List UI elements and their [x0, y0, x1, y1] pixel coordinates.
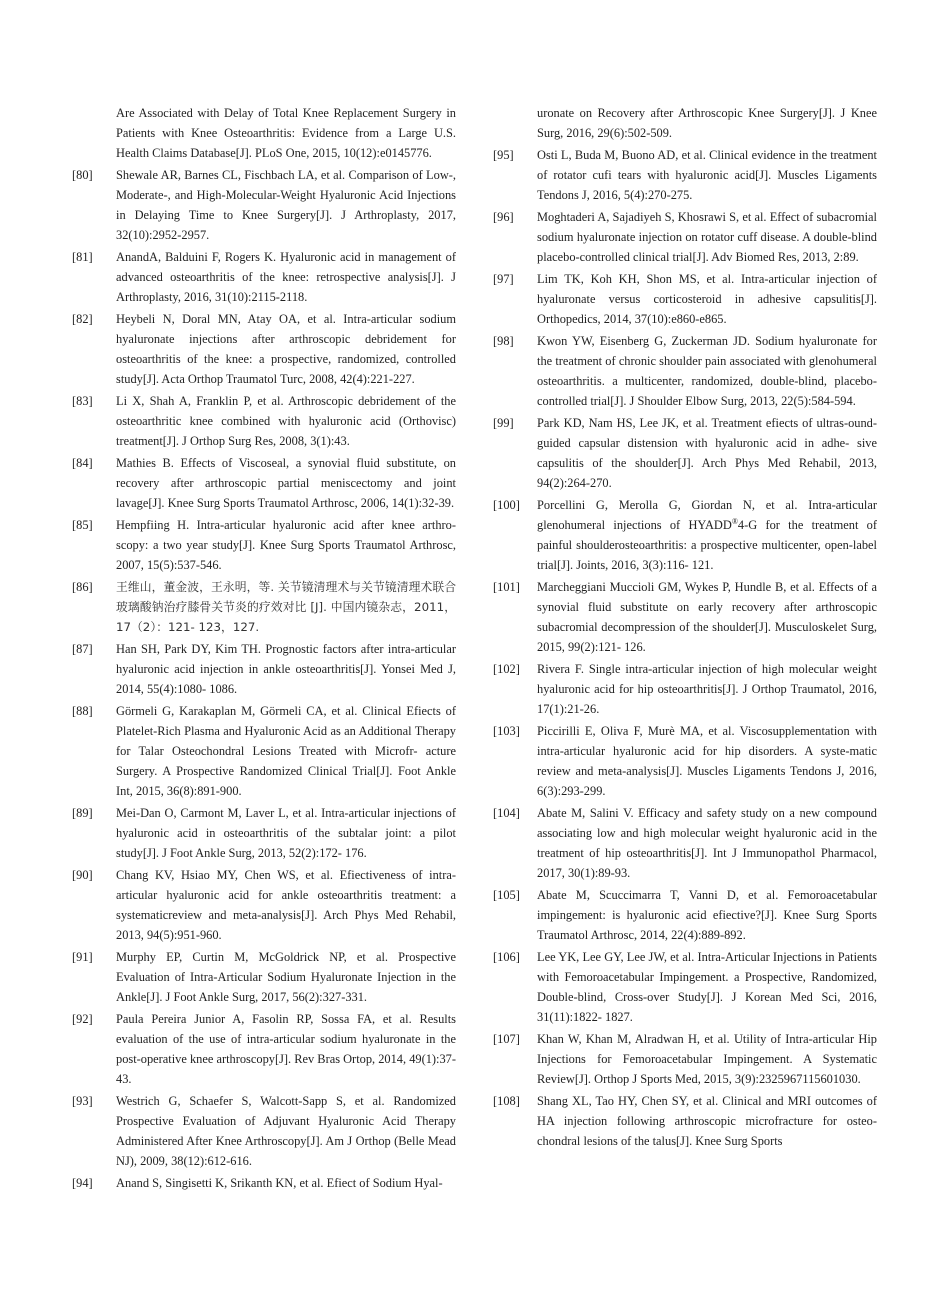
reference-number: [90] — [72, 868, 93, 882]
reference-item — [72, 1173, 456, 1193]
reference-item — [493, 495, 877, 575]
reference-item — [72, 391, 456, 451]
reference-number: [81] — [72, 250, 93, 264]
reference-text: Kwon YW, Eisenberg G, Zuckerman JD. Sodium hyaluronate for the treatment of chronic shoulder pain associated with glenohumeral osteoarthritis. a multicenter, randomized, double-blind, placebo-controlled trial[J]. J Shoulder Elbow Surg, 2013, 22(5):584-594. — [537, 334, 877, 408]
reference-number: [94] — [72, 1176, 93, 1190]
reference-text: Hempfiing H. Intra-articular hyaluronic acid after knee arthro-scopy: a two year study[J]. Knee Surg Sports Traumatol Arthrosc, 2007, 15(5):537-546. — [116, 518, 456, 572]
reference-text: Mei-Dan O, Carmont M, Laver L, et al. Intra-articular injections of hyaluronic acid in osteoarthritis of the subtalar joint: a pilot study[J]. J Foot Ankle Surg, 2013, 52(2):172- 176. — [116, 806, 456, 860]
reference-number: [100] — [493, 498, 520, 512]
reference-text: Shang XL, Tao HY, Chen SY, et al. Clinical and MRI outcomes of HA injection following arthroscopic microfracture for osteo- chondral lesions of the talus[J]. Knee Surg Sports — [537, 1094, 877, 1148]
reference-continuation: uronate on Recovery after Arthroscopic Knee Surgery[J]. J Knee Surg, 2016, 29(6):502-509. — [537, 106, 877, 140]
reference-text: Chang KV, Hsiao MY, Chen WS, et al. Efiectiveness of intra- articular hyaluronic acid for ankle osteoarthritis treatment: a systematicreview and meta-analysis[J]. Arch Phys Med Rehabil, 2013, 94(5):951-960. — [116, 868, 456, 942]
reference-item — [72, 865, 456, 945]
left-column — [72, 103, 456, 1195]
reference-text: Marcheggiani Muccioli GM, Wykes P, Hundle B, et al. Effects of a synovial fluid substitute on early recovery after arthroscopic subacromial decompression of the shoulder[J]. Musculoskelet Surg, 2015, 99(2):121- 126. — [537, 580, 877, 654]
reference-text: Lee YK, Lee GY, Lee JW, et al. Intra-Articular Injections in Patients with Femoroacetabular Impingement. a Prospective, Randomized, Double-blind, Cross-over Study[J]. J Korean Med Sci, 2016, 31(11):1822- 1827. — [537, 950, 877, 1024]
registered-mark: ® — [731, 516, 738, 526]
reference-number: [106] — [493, 950, 520, 964]
reference-number: [103] — [493, 724, 520, 738]
reference-text: Abate M, Scuccimarra T, Vanni D, et al. Femoroacetabular impingement: is hyaluronic acid efiective?[J]. Knee Surg Sports Traumatol Arthrosc, 2014, 22(4):889-892. — [537, 888, 877, 942]
reference-number: [87] — [72, 642, 93, 656]
reference-number: [104] — [493, 806, 520, 820]
reference-number: [89] — [72, 806, 93, 820]
reference-text: Shewale AR, Barnes CL, Fischbach LA, et al. Comparison of Low-, Moderate-, and High-Molecular-Weight Hyaluronic Acid Injections in Delaying Time to Knee Surgery[J]. J Arthroplasty, 2017, 32(10):2952-2957. — [116, 168, 456, 242]
reference-text-part: 4-G for the treatment of painful shoulderosteoarthritis: a prospective multicenter, open-label trial[J]. Joints, 2016, 3(3):116- 121. — [537, 518, 877, 572]
reference-continuation: Are Associated with Delay of Total Knee Replacement Surgery in Patients with Knee Osteoarthritis: Evidence from a Large U.S. Health Claims Database[J]. PLoS One, 2015, 10(12):e0145776. — [116, 106, 456, 160]
reference-item — [493, 803, 877, 883]
reference-item — [72, 701, 456, 801]
reference-item — [72, 309, 456, 389]
reference-item — [493, 1091, 877, 1151]
reference-item — [493, 1029, 877, 1089]
reference-text: Westrich G, Schaefer S, Walcott-Sapp S, et al. Randomized Prospective Evaluation of Adjuvant Hyaluronic Acid Therapy Administered After Knee Arthroscopy[J]. Am J Orthop (Belle Mead NJ), 2009, 38(12):612-616. — [116, 1094, 456, 1168]
reference-text: Piccirilli E, Oliva F, Murè MA, et al. Viscosupplementation with intra-articular hyaluronic acid for hip disorders. A syste-matic review and meta-analysis[J]. Muscles Ligaments Tendons J, 2016, 6(3):293-299. — [537, 724, 877, 798]
reference-number: [96] — [493, 210, 514, 224]
reference-number: [85] — [72, 518, 93, 532]
reference-number: [97] — [493, 272, 514, 286]
reference-number: [101] — [493, 580, 520, 594]
reference-number: [91] — [72, 950, 93, 964]
reference-number: [99] — [493, 416, 514, 430]
right-column — [493, 103, 877, 1217]
reference-item — [72, 453, 456, 513]
reference-text: Osti L, Buda M, Buono AD, et al. Clinical evidence in the treatment of rotator cufi tears with hyaluronic acid[J]. Muscles Ligaments Tendons J, 2016, 5(4):270-275. — [537, 148, 877, 202]
reference-item — [72, 515, 456, 575]
reference-number: [84] — [72, 456, 93, 470]
reference-number: [92] — [72, 1012, 93, 1026]
reference-item — [493, 145, 877, 205]
reference-number: [83] — [72, 394, 93, 408]
reference-text: Paula Pereira Junior A, Fasolin RP, Sossa FA, et al. Results evaluation of the use of intra-articular sodium hyaluronate in the post-operative knee arthroscopy[J]. Rev Bras Ortop, 2014, 49(1):37-43. — [116, 1012, 456, 1086]
reference-text: Mathies B. Effects of Viscoseal, a synovial fluid substitute, on recovery after arthroscopic partial meniscectomy and joint lavage[J]. Knee Surg Sports Traumatol Arthrosc, 2006, 14(1):32-39. — [116, 456, 456, 510]
reference-number: [93] — [72, 1094, 93, 1108]
reference-text: Moghtaderi A, Sajadiyeh S, Khosrawi S, et al. Effect of subacromial sodium hyaluronate injection on rotator cuff disease. A double-blind placebo-controlled clinical trial[J]. Adv Biomed Res, 2013, 2:89. — [537, 210, 877, 264]
reference-number: [98] — [493, 334, 514, 348]
reference-item — [72, 577, 456, 637]
reference-number: [95] — [493, 148, 514, 162]
reference-item — [72, 1091, 456, 1171]
reference-number: [107] — [493, 1032, 520, 1046]
reference-item — [493, 947, 877, 1027]
reference-text: Anand S, Singisetti K, Srikanth KN, et al. Efiect of Sodium Hyal- — [116, 1176, 443, 1190]
reference-number: [105] — [493, 888, 520, 902]
reference-number: [80] — [72, 168, 93, 182]
reference-item — [72, 247, 456, 307]
reference-item — [493, 207, 877, 267]
reference-text: Lim TK, Koh KH, Shon MS, et al. Intra-articular injection of hyaluronate versus corticosteroid in adhesive capsulitis[J]. Orthopedics, 2014, 37(10):e860-e865. — [537, 272, 877, 326]
reference-item — [72, 1009, 456, 1089]
reference-text: Khan W, Khan M, Alradwan H, et al. Utility of Intra-articular Hip Injections for Femoroacetabular Impingement. A Systematic Review[J]. Orthop J Sports Med, 2015, 3(9):2325967115601030. — [537, 1032, 877, 1086]
reference-text-part: Porcellini G, Merolla G, Giordan N, et al. Intra-articular glenohumeral injections of HYADD — [537, 498, 877, 532]
reference-item — [72, 947, 456, 1007]
reference-text: Han SH, Park DY, Kim TH. Prognostic factors after intra-articular hyaluronic acid injection in ankle osteoarthritis[J]. Yonsei Med J, 2014, 55(4):1080- 1086. — [116, 642, 456, 696]
reference-item — [493, 269, 877, 329]
reference-text: Li X, Shah A, Franklin P, et al. Arthroscopic debridement of the osteoarthritic knee combined with hyaluronic acid (Orthovisc) treatment[J]. J Orthop Surg Res, 2008, 3(1):43. — [116, 394, 456, 448]
reference-number: [82] — [72, 312, 93, 326]
reference-item — [72, 165, 456, 245]
reference-text: Park KD, Nam HS, Lee JK, et al. Treatment efiects of ultras-ound-guided capsular distension with hyaluronic acid in adhe- sive capsulitis of the shoulder[J]. Arch Phys Med Rehabil, 2013, 94(2):264-270. — [537, 416, 877, 490]
reference-item — [72, 639, 456, 699]
reference-item — [493, 659, 877, 719]
reference-number: [102] — [493, 662, 520, 676]
reference-text: AnandA, Balduini F, Rogers K. Hyaluronic acid in management of advanced osteoarthritis of the knee: retrospective analysis[J]. J Arthroplasty, 2016, 31(10):2115-2118. — [116, 250, 456, 304]
reference-text: Heybeli N, Doral MN, Atay OA, et al. Intra-articular sodium hyaluronate injections after arthroscopic debridement for osteoarthritis of the knee: a prospective, randomized, controlled study[J]. Acta Orthop Traumatol Turc, 2008, 42(4):221-227. — [116, 312, 456, 386]
reference-text: 王维山，董金波，王永明，等. 关节镜清理术与关节镜清理术联合玻璃酸钠治疗膝骨关节炎的疗效对比 [J]. 中国内镜杂志，2011，17（2）：121- 123，127. — [116, 580, 456, 634]
reference-item — [493, 577, 877, 657]
reference-item — [493, 721, 877, 801]
reference-item — [493, 885, 877, 945]
reference-text: Rivera F. Single intra-articular injection of high molecular weight hyaluronic acid for hip osteoarthritis[J]. J Orthop Traumatol, 2016, 17(1):21-26. — [537, 662, 877, 716]
reference-text: Abate M, Salini V. Efficacy and safety study on a new compound associating low and high molecular weight hyaluronic acid in the treatment of hip osteoarthritis[J]. Int J Immunopathol Pharmacol, 2017, 30(1):89-93. — [537, 806, 877, 880]
reference-number: [86] — [72, 580, 93, 594]
reference-text: Murphy EP, Curtin M, McGoldrick NP, et al. Prospective Evaluation of Intra-Articular Sodium Hyaluronate Injection in the Ankle[J]. J Foot Ankle Surg, 2017, 56(2):327-331. — [116, 950, 456, 1004]
reference-item — [493, 413, 877, 493]
reference-item — [493, 331, 877, 411]
reference-text — [537, 495, 877, 575]
reference-number: [108] — [493, 1094, 520, 1108]
reference-item — [72, 803, 456, 863]
reference-number: [88] — [72, 704, 93, 718]
reference-text: Görmeli G, Karakaplan M, Görmeli CA, et al. Clinical Efiects of Platelet-Rich Plasma and Hyaluronic Acid as an Additional Therapy for Talar Osteochondral Lesions Treated with Microfr- acture Surgery. A Prospective Randomized Clinical Trial[J]. Foot Ankle Int, 2015, 36(8):891-900. — [116, 704, 456, 798]
